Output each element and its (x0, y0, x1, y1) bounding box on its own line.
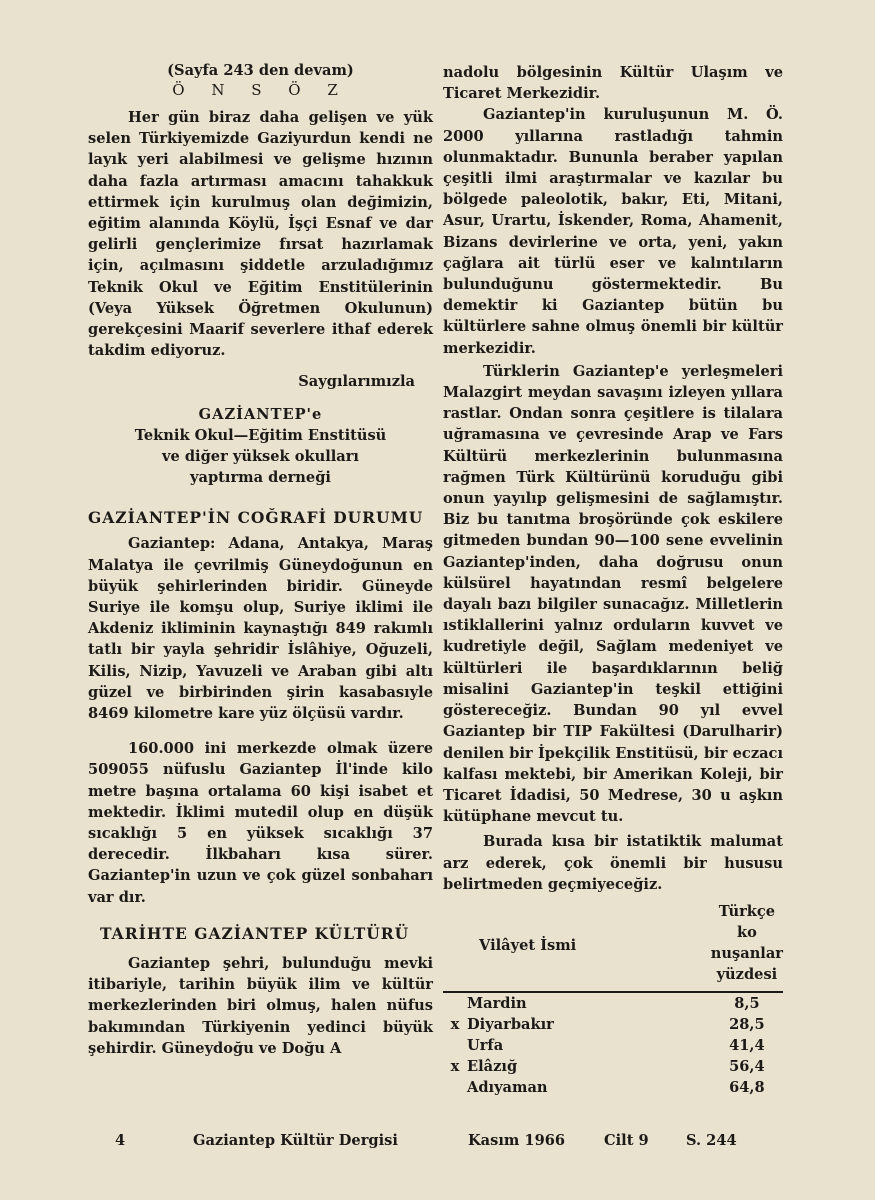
table-cell (711, 1077, 783, 1098)
org-line: ve diğer yüksek okulları (162, 448, 359, 466)
closing-greeting: Saygılarımızla (298, 373, 415, 391)
table-row (443, 1014, 783, 1035)
table-row (443, 1035, 783, 1056)
table-cell (443, 1056, 711, 1077)
page-continuation-note: (Sayfa 243 den devam) (167, 62, 354, 79)
section-heading-history: TARİHTE GAZİANTEP KÜLTÜRÜ (100, 923, 410, 943)
percentage-value: 56,4 (729, 1057, 765, 1075)
table-cell (443, 1035, 711, 1056)
percentage-value: 28,5 (729, 1015, 765, 1033)
column-header-line: nuşanlar (710, 944, 783, 962)
column-header-line: Türkçe ko (718, 902, 776, 941)
column-header-province: Vilâyet İsmi (479, 937, 577, 955)
table-cell (711, 1014, 783, 1035)
row-mark: x (450, 1015, 460, 1033)
paragraph: Burada kısa bir istatiktik malumat arz ederek, çok önemli bir hususu belirtmeden geçmiyeceğiz. (443, 833, 783, 893)
paragraph: Gaziantep şehri, bulunduğu mevki itibariyle, tarihin büyük ilim ve kültür merkezlerinden biri olmuş, halen nüfus bakımından Türkiyenin yedinci büyük şehirdir. Güneydoğu ve Doğu A (88, 954, 433, 1057)
table-header-row (443, 901, 783, 992)
province-name: Mardin (467, 994, 527, 1012)
table-row (443, 1056, 783, 1077)
table-cell (443, 1077, 711, 1098)
page-number: 4 (115, 1132, 126, 1149)
organization-signature (88, 404, 433, 488)
column-header-line: yüzdesi (716, 965, 778, 983)
percentage-value: 8,5 (734, 994, 760, 1012)
paragraph: Türklerin Gaziantep'e yerleşmeleri Malazgirt meydan savaşını izleyen yıllara rastlar. Ondan sonra çeşitlere is tilalara uğramasına ve çevresinde Arap ve Fars Kültürü merkezlerinin bulunmasına rağmen Türk Kültürünü koruduğu gibi onun yayılıp gelişmesini de sağlamıştır. Biz bu tanıtma broşöründe çok eskilere gitmeden bundan 90—100 sene evvelinin Gaziantep'inden, daha doğrusu onun külsürel hayatından resmî belgelere dayalı bazı bilgiler sunacağız. Milletlerin ıstiklallerini yalnız orduların kuvvet ve kudretiyle değil, Sağlam medeniyet ve kültürleri ile başardıklarının beliğ misalini Gaziantep'in teşkil ettiğini göstereceğiz. Bundan 90 yıl evvel Gaziantep bir TIP Fakültesi (Darulharir) denilen bir İpekçilik Enstitüsü, bir eczacı kalfası mektebi, bir Amerikan Koleji, bir Ticaret İdadisi, 50 Medrese, 30 u aşkın kütüphane mevcut tu. (443, 362, 783, 826)
right-column (443, 62, 783, 1098)
table-header-cell (443, 901, 711, 992)
paragraph: Gaziantep'in kuruluşunun M. Ö. 2000 yıllarına rastladığı tahmin olunmaktadır. Bununla beraber yapılan çeşitli ilmi araştırmalar ve kazılar bu bölgede paleolotik, bakır, Eti, Mitani, Asur, Urartu, İskender, Roma, Ahamenit, Bizans devirlerine ve orta, yeni, yakın çağlara ait türlü eser ve kalıntıların bulunduğunu göstermektedir. Bu demektir ki Gaziantep bütün bu kültürlere sahne olmuş önemli bir kültür merkezidir. (443, 106, 783, 357)
province-name: Elâzığ (467, 1057, 518, 1075)
percentage-value: 41,4 (729, 1036, 765, 1054)
journal-name: Gaziantep Kültür Dergisi (193, 1132, 398, 1149)
province-name: Diyarbakır (467, 1015, 554, 1033)
preface-title: Ö N S Ö Z (172, 81, 349, 99)
table-cell (711, 1035, 783, 1056)
percentage-value: 64,8 (729, 1078, 765, 1096)
statistics-table (443, 901, 783, 1098)
volume-number: Cilt 9 (604, 1132, 649, 1149)
table-header-cell (711, 901, 783, 992)
paragraph: 160.000 ini merkezde olmak üzere 509055 nüfuslu Gaziantep İl'inde kilo metre başına ortalama 60 kişi isabet et mektedir. İklimi mutedil olup en düşük sıcaklığı 5 en yüksek sıcaklığı 37 derecedir. İlkbaharı kısa sürer. Gaziantep'in uzun ve çok güzel sonbaharı var dır. (88, 740, 433, 906)
org-line: GAZİANTEP'e (198, 406, 323, 424)
org-line: yaptırma derneği (190, 469, 331, 487)
issue-date: Kasım 1966 (468, 1132, 566, 1149)
table-cell (443, 993, 711, 1014)
left-column (88, 62, 433, 1059)
table-cell (443, 1014, 711, 1035)
province-name: Urfa (467, 1036, 504, 1054)
issue-number: S. 244 (686, 1132, 737, 1149)
province-name: Adıyaman (467, 1078, 548, 1096)
table-cell (711, 1056, 783, 1077)
section-heading-geography: GAZİANTEP'İN COĞRAFİ DURUMU (88, 508, 424, 528)
preface-text: Her gün biraz daha gelişen ve yük selen Türkiyemizde Gaziyurdun kendi ne layık yeri alabilmesi ve gelişme hızının daha fazla artırması amacını tahakkuk ettirmek için kurulmuş olan değimizin, eğitim alanında Köylü, İşçi Esnaf ve dar gelirli gençlerimize fırsat hazırlamak için, açılmasını şiddetle arzuladığımız Teknik Okul ve Eğitim Enstitülerinin (Veya Yüksek Öğretmen Okulunun) gerekçesini Maarif severlere ithaf ederek takdim ediyoruz. (88, 109, 433, 360)
table-row (443, 993, 783, 1014)
paragraph: Gaziantep: Adana, Antakya, Maraş Malatya ile çevrilmiş Güneydoğunun en büyük şehirlerinden biridir. Güneyde Suriye ile komşu olup, Suriye iklimi ile Akdeniz ikliminin kaynaştığı 849 rakımlı tatlı bir yayla şehridir İslâhiye, Oğuzeli, Kilis, Nizip, Yavuzeli ve Araban gibi altı güzel ve birbirinden şirin kasabasıyle 8469 kilometre kare yüz ölçüsü vardır. (88, 535, 433, 723)
table-row (443, 1077, 783, 1098)
row-mark: x (450, 1057, 460, 1075)
paragraph: nadolu bölgesinin Kültür Ulaşım ve Ticaret Merkezidir. (443, 64, 783, 103)
org-line: Teknik Okul—Eğitim Enstitüsü (134, 427, 387, 445)
table-cell (711, 993, 783, 1014)
